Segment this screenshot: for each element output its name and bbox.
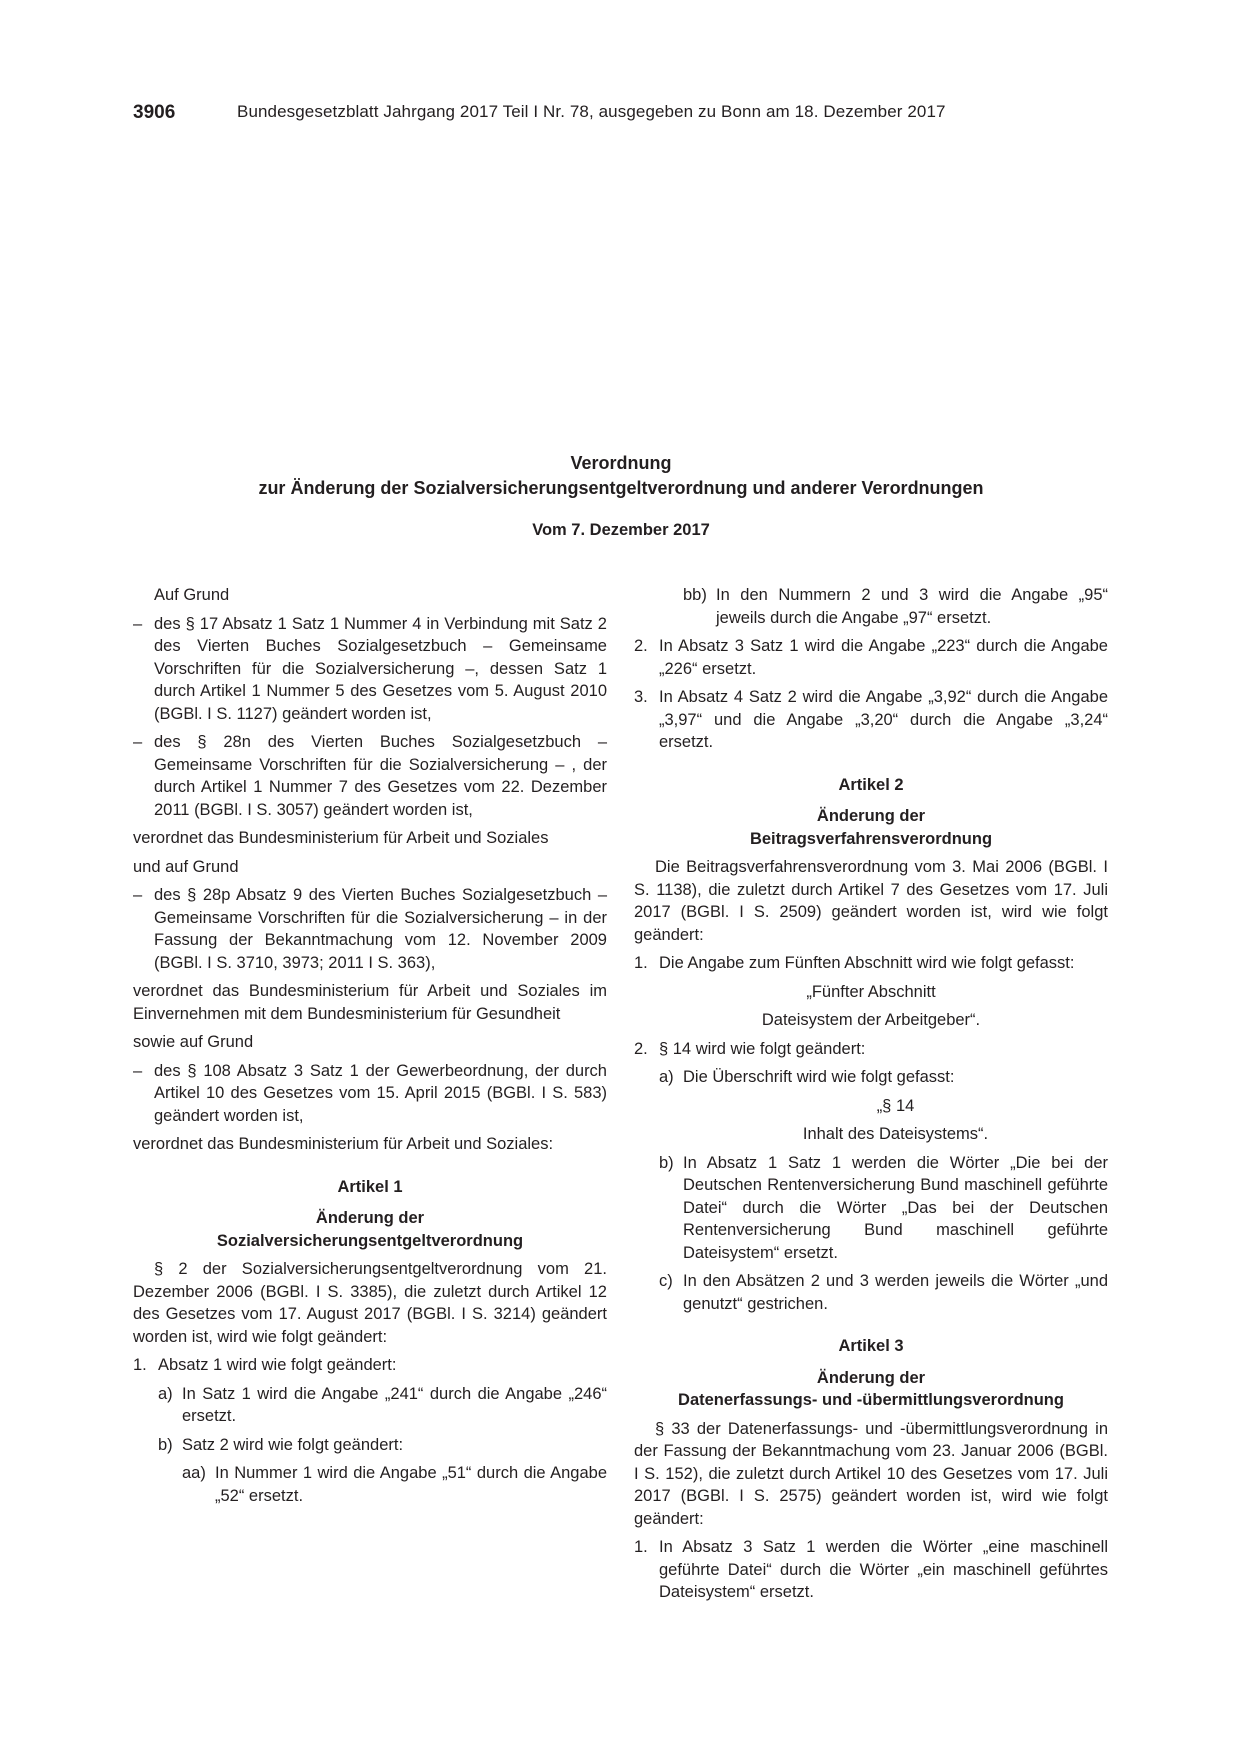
dash-marker: – (133, 1061, 143, 1080)
item-marker: 1. (634, 954, 648, 972)
item-marker: 3. (634, 688, 648, 706)
article-body: § 2 der Sozialversicherungsentgeltverordnung vom 21. Dezember 2006 (BGBl. I S. 3385), die zuletzt durch Artikel 12 des Gesetzes vom 17. August 2017 (BGBl. I S. 3214) geändert worden ist, wird wie folgt geändert: (133, 1260, 607, 1346)
item-text: In Absatz 4 Satz 2 wird die Angabe „3,92“ durch die Angabe „3,97“ und die Angabe „3,20“ durch die Angabe „3,24“ ersetzt. (659, 688, 1108, 751)
item-text: In Absatz 3 Satz 1 wird die Angabe „223“ durch die Angabe „226“ ersetzt. (659, 637, 1108, 678)
item-text: In den Nummern 2 und 3 wird die Angabe „95“ jeweils durch die Angabe „97“ ersetzt. (716, 586, 1108, 627)
item-marker: 1. (634, 1538, 648, 1556)
legal-basis-text: des § 28p Absatz 9 des Vierten Buches Sozialgesetzbuch – Gemeinsame Vorschriften für die Sozialversicherung – in der Fassung der Bekanntmachung vom 12. November 2009 (BGBl. I S. 3710, 3973; 2011 I S. 363), (154, 886, 607, 972)
item-marker: a) (659, 1068, 674, 1086)
legal-basis-text: des § 28n des Vierten Buches Sozialgesetzbuch – Gemeinsame Vorschriften für die Sozialversicherung – , der durch Artikel 1 Nummer 7 des Gesetzes vom 22. Dezember 2011 (BGBl. I S. 3057) geändert worden ist, (154, 733, 607, 819)
enactment-clause: verordnet das Bundesministerium für Arbeit und Soziales: (133, 1135, 554, 1153)
article-title: Sozialversicherungsentgeltverordnung (216, 1231, 524, 1250)
letter-item (659, 1152, 1108, 1265)
item-text: Absatz 1 wird wie folgt geändert: (158, 1356, 397, 1374)
dash-marker: – (133, 614, 143, 633)
article-body: § 33 der Datenerfassungs- und -übermittlungsverordnung in der Fassung der Bekanntmachung vom 23. Januar 2006 (BGBl. I S. 152), die zuletzt durch Artikel 10 des Gesetzes vom 17. Juli 2017 (BGBl. I S. 2575) geändert worden ist, wird wie folgt geändert: (634, 1419, 1108, 1528)
legal-basis-text: des § 108 Absatz 3 Satz 1 der Gewerbeordnung, der durch Artikel 10 des Gesetzes vom 15. April 2015 (BGBl. I S. 583) geändert worden ist, (154, 1061, 607, 1125)
legal-basis-item (133, 613, 607, 726)
connector-text: sowie auf Grund (133, 1033, 254, 1051)
item-text: In Absatz 3 Satz 1 werden die Wörter „eine maschinell geführte Datei“ durch die Wörter „ein maschinell geführtes Dateisystem“ ersetzt. (659, 1538, 1108, 1601)
legal-basis-item (133, 731, 607, 821)
letter-item (659, 1066, 1108, 1089)
item-marker: b) (659, 1153, 674, 1172)
item-marker: bb) (683, 586, 707, 604)
double-letter-item (182, 1462, 607, 1507)
quoted-heading: Inhalt des Dateisystems“. (802, 1125, 989, 1143)
item-text: In den Absätzen 2 und 3 werden jeweils die Wörter „und genutzt“ gestrichen. (683, 1272, 1108, 1313)
item-marker: b) (158, 1435, 173, 1454)
article-title: Änderung der (816, 807, 926, 825)
dash-marker: – (133, 886, 143, 904)
article-title: Beitragsverfahrensverordnung (749, 829, 993, 848)
letter-item (158, 1383, 607, 1428)
item-marker: 1. (133, 1356, 147, 1374)
dash-marker: – (133, 733, 143, 751)
item-marker: a) (158, 1384, 173, 1403)
article-number: Artikel 1 (337, 1177, 403, 1196)
quoted-heading: „§ 14 (876, 1096, 915, 1115)
numbered-item (634, 686, 1108, 754)
legal-basis-item (133, 884, 607, 974)
left-column (133, 584, 607, 1513)
item-text: In Absatz 1 Satz 1 werden die Wörter „Die bei der Deutschen Rentenversicherung Bund maschinell geführte Datei“ durch die Wörter „Das bei der Deutschen Rentenversicherung Bund maschinell geführte Dateisystem“ ersetzt. (683, 1153, 1108, 1262)
numbered-item (634, 1038, 1108, 1061)
quoted-heading: „Fünfter Abschnitt (806, 982, 936, 1001)
article-title: Änderung der (315, 1209, 425, 1227)
article-title: Änderung der (816, 1368, 926, 1387)
article-title: Datenerfassungs- und -übermittlungsverordnung (678, 1391, 1064, 1409)
item-marker: c) (659, 1272, 673, 1290)
numbered-item (133, 1354, 607, 1377)
double-letter-item (683, 584, 1108, 629)
numbered-item (634, 952, 1108, 975)
enactment-clause: verordnet das Bundesministerium für Arbeit und Soziales im Einvernehmen mit dem Bundesministerium für Gesundheit (133, 982, 607, 1023)
enactment-clause: verordnet das Bundesministerium für Arbeit und Soziales (133, 829, 549, 847)
letter-item (158, 1434, 607, 1457)
legal-basis-item (133, 1060, 607, 1128)
item-text: Die Überschrift wird wie folgt gefasst: (683, 1068, 955, 1086)
running-header: Bundesgesetzblatt Jahrgang 2017 Teil I Nr. 78, ausgegeben zu Bonn am 18. Dezember 2017 (237, 102, 946, 121)
numbered-item (634, 635, 1108, 680)
item-text: § 14 wird wie folgt geändert: (659, 1039, 866, 1058)
article-number: Artikel 2 (838, 775, 904, 794)
page-number: 3906 (133, 102, 176, 123)
intro-text: Auf Grund (154, 586, 230, 604)
item-text: In Nummer 1 wird die Angabe „51“ durch die Angabe „52“ ersetzt. (215, 1464, 607, 1505)
document-title: Verordnung (570, 453, 672, 473)
letter-item (659, 1270, 1108, 1315)
item-text: Satz 2 wird wie folgt geändert: (182, 1435, 404, 1454)
document-subtitle: zur Änderung der Sozialversicherungsentgeltverordnung und anderer Verordnungen (258, 478, 984, 498)
connector-text: und auf Grund (133, 857, 239, 876)
document-date: Vom 7. Dezember 2017 (532, 521, 710, 539)
quoted-heading: Dateisystem der Arbeitgeber“. (761, 1011, 981, 1029)
item-text: Die Angabe zum Fünften Abschnitt wird wie folgt gefasst: (659, 954, 1075, 972)
item-marker: aa) (182, 1464, 206, 1482)
right-column (634, 584, 1108, 1610)
numbered-item (634, 1536, 1108, 1604)
item-marker: 2. (634, 1039, 648, 1058)
legal-basis-text: des § 17 Absatz 1 Satz 1 Nummer 4 in Verbindung mit Satz 2 des Vierten Buches Sozialgesetzbuch – Gemeinsame Vorschriften für die Sozialversicherung –, dessen Satz 1 durch Artikel 1 Nummer 5 des Gesetzes vom 5. August 2010 (BGBl. I S. 1127) geändert worden ist, (154, 614, 607, 723)
item-marker: 2. (634, 637, 648, 655)
article-number: Artikel 3 (838, 1337, 904, 1355)
item-text: In Satz 1 wird die Angabe „241“ durch die Angabe „246“ ersetzt. (182, 1384, 607, 1425)
article-body: Die Beitragsverfahrensverordnung vom 3. Mai 2006 (BGBl. I S. 1138), die zuletzt durch Artikel 7 des Gesetzes vom 17. Juli 2017 (BGBl. I S. 2509) geändert worden ist, wird wie folgt geändert: (634, 858, 1108, 944)
